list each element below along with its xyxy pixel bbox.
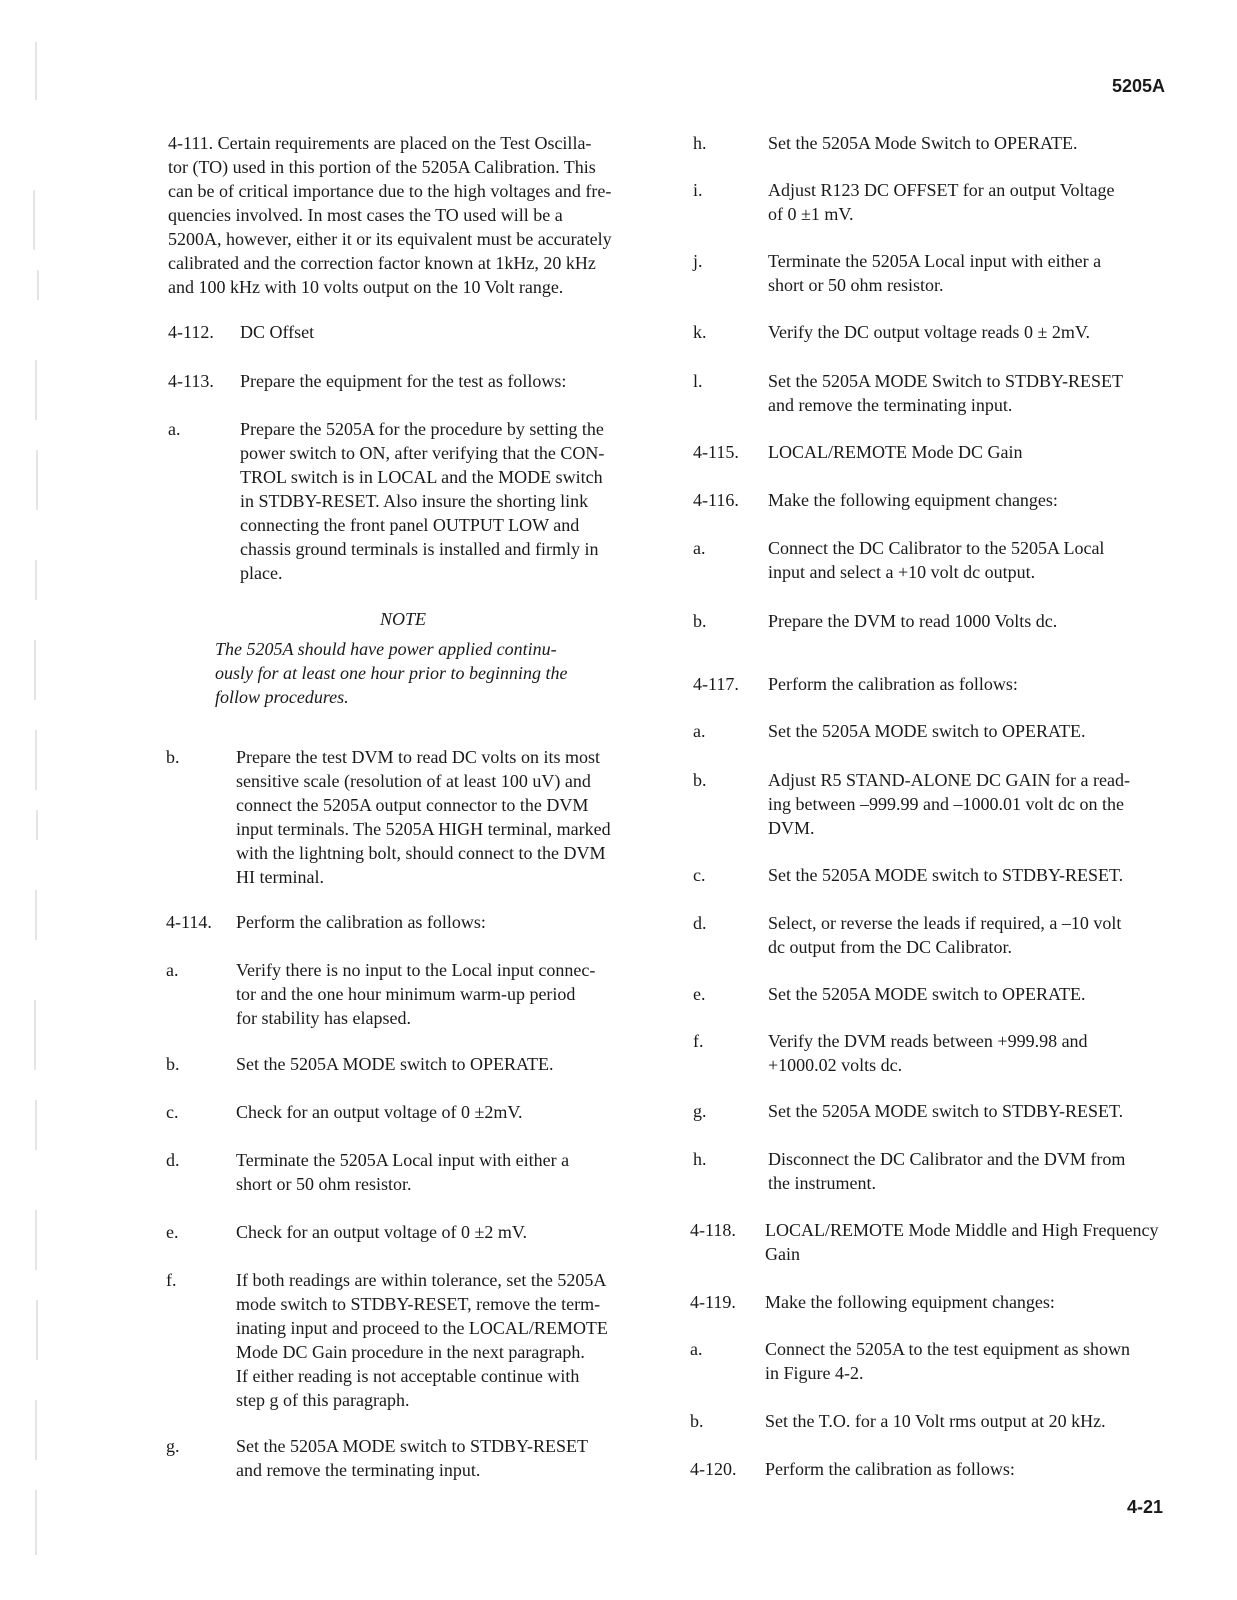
step-4-114-f bbox=[166, 1268, 666, 1412]
step-text: Set the 5205A MODE switch to STDBY-RESET. bbox=[768, 865, 1124, 885]
page-number: 4-21 bbox=[1127, 1497, 1164, 1517]
step-letter: h. bbox=[693, 133, 707, 153]
step-4-114-b bbox=[166, 1052, 656, 1076]
note-text: The 5205A should have power applied continu- ously for at least one hour prior to beginning the follow procedures. bbox=[215, 639, 568, 707]
step-4-114-i bbox=[693, 178, 1193, 226]
step-letter: e. bbox=[166, 1222, 179, 1242]
step-4-114-c bbox=[166, 1100, 656, 1124]
step-text: Select, or reverse the leads if required, a –10 volt dc output from the DC Calibrator. bbox=[768, 913, 1122, 957]
section-heading-dc-gain: LOCAL/REMOTE Mode DC Gain bbox=[768, 442, 1023, 462]
step-4-114-e bbox=[166, 1220, 656, 1244]
step-letter: d. bbox=[693, 913, 707, 933]
paragraph-4-117 bbox=[693, 672, 1193, 696]
document-model-header: 5205A bbox=[1112, 76, 1166, 96]
step-letter: b. bbox=[693, 611, 707, 631]
step-4-117-e bbox=[693, 982, 1193, 1006]
paragraph-text: Prepare the equipment for the test as follows: bbox=[240, 371, 567, 391]
step-4-117-d bbox=[693, 911, 1193, 959]
step-4-114-d bbox=[166, 1148, 656, 1196]
step-letter: c. bbox=[166, 1102, 179, 1122]
paragraph-text: Make the following equipment changes: bbox=[765, 1292, 1055, 1312]
step-text: Prepare the 5205A for the procedure by setting the power switch to ON, after verifying that the CON- TROL switch is in LOCAL and the MODE switch in STDBY-RESET. Also insure the shorting link connecting the front panel OUTPUT LOW and chassis ground terminals is installed and firmly in place. bbox=[240, 419, 605, 583]
step-letter: a. bbox=[693, 721, 706, 741]
step-text: Verify the DC output voltage reads 0 ± 2mV. bbox=[768, 322, 1090, 342]
step-4-117-f bbox=[693, 1029, 1193, 1077]
step-4-114-j bbox=[693, 249, 1193, 297]
paragraph-text: Perform the calibration as follows: bbox=[768, 674, 1018, 694]
step-text: Terminate the 5205A Local input with either a short or 50 ohm resistor. bbox=[236, 1150, 570, 1194]
step-letter: a. bbox=[168, 419, 181, 439]
step-text: If both readings are within tolerance, set the 5205A mode switch to STDBY-RESET, remove the term- inating input and proceed to the LOCAL/REMOTE Mode DC Gain procedure in the next paragraph. If either reading is not acceptable continue with step g of this paragraph. bbox=[236, 1270, 608, 1410]
step-text: Connect the DC Calibrator to the 5205A Local input and select a +10 volt dc output. bbox=[768, 538, 1105, 582]
paragraph-4-111: 4-111. Certain requirements are placed on the Test Oscilla- tor (TO) used in this portion of the 5205A Calibration. This can be of critical importance due to the high voltages and fre- quencies involved. In most cases the TO used will be a 5200A, however, either it or its equivalent must be accurately calibrated and the correction factor known at 1kHz, 20 kHz and 100 kHz with 10 volts output on the 10 Volt range. bbox=[168, 133, 612, 297]
step-text: Verify there is no input to the Local input connec- tor and the one hour minimum warm-up period for stability has elapsed. bbox=[236, 960, 596, 1028]
step-4-113-b bbox=[166, 745, 666, 889]
step-letter: k. bbox=[693, 322, 707, 342]
step-4-114-a bbox=[166, 958, 656, 1030]
step-text: Check for an output voltage of 0 ±2 mV. bbox=[236, 1222, 527, 1242]
paragraph-number: 4-119. bbox=[690, 1292, 736, 1312]
step-letter: d. bbox=[166, 1150, 180, 1170]
paragraph-number: 4-112. bbox=[168, 322, 214, 342]
step-letter: b. bbox=[166, 747, 180, 767]
step-4-117-b bbox=[693, 768, 1213, 840]
step-4-119-b bbox=[690, 1409, 1210, 1433]
step-text: Set the 5205A MODE Switch to STDBY-RESET and remove the terminating input. bbox=[768, 371, 1124, 415]
paragraph-number: 4-113. bbox=[168, 371, 214, 391]
step-4-117-a bbox=[693, 719, 1193, 743]
paragraph-4-120 bbox=[690, 1457, 1200, 1481]
step-text: Check for an output voltage of 0 ±2mV. bbox=[236, 1102, 523, 1122]
step-letter: j. bbox=[693, 251, 703, 271]
paragraph-number: 4-120. bbox=[690, 1459, 737, 1479]
step-4-114-g bbox=[166, 1434, 656, 1482]
step-text: Set the 5205A MODE switch to OPERATE. bbox=[768, 984, 1086, 1004]
binding-edge-marks bbox=[28, 40, 44, 1560]
step-letter: f. bbox=[693, 1031, 704, 1051]
step-text: Set the 5205A Mode Switch to OPERATE. bbox=[768, 133, 1078, 153]
paragraph-text: Perform the calibration as follows: bbox=[236, 912, 486, 932]
step-4-117-g bbox=[693, 1099, 1193, 1123]
paragraph-number: 4-114. bbox=[166, 912, 212, 932]
step-text: Connect the 5205A to the test equipment as shown in Figure 4-2. bbox=[765, 1339, 1130, 1383]
paragraph-number: 4-115. bbox=[693, 442, 739, 462]
paragraph-number: 4-117. bbox=[693, 674, 739, 694]
paragraph-number: 4-118. bbox=[690, 1220, 736, 1240]
paragraph-4-118 bbox=[690, 1218, 1210, 1266]
step-letter: a. bbox=[166, 960, 179, 980]
step-text: Adjust R5 STAND-ALONE DC GAIN for a read- ing between –999.99 and –1000.01 volt dc on the DVM. bbox=[768, 770, 1130, 838]
step-4-114-h bbox=[693, 131, 1193, 155]
step-text: Prepare the test DVM to read DC volts on its most sensitive scale (resolution of at least 100 uV) and connect the 5205A output connector to the DVM input terminals. The 5205A HIGH terminal, marked with the lightning bolt, should connect to the DVM HI terminal. bbox=[236, 747, 611, 887]
step-4-117-c bbox=[693, 863, 1193, 887]
section-heading-frequency-gain: LOCAL/REMOTE Mode Middle and High Frequency Gain bbox=[765, 1220, 1159, 1264]
paragraph-4-114 bbox=[166, 910, 656, 934]
step-letter: h. bbox=[693, 1149, 707, 1169]
step-letter: b. bbox=[166, 1054, 180, 1074]
step-text: Set the T.O. for a 10 Volt rms output at 20 kHz. bbox=[765, 1411, 1106, 1431]
paragraph-number: 4-116. bbox=[693, 490, 739, 510]
paragraph-4-116 bbox=[693, 488, 1193, 512]
section-heading-dc-offset: DC Offset bbox=[240, 322, 315, 342]
paragraph-4-115 bbox=[693, 440, 1193, 464]
step-text: Set the 5205A MODE switch to STDBY-RESET. bbox=[768, 1101, 1124, 1121]
step-4-114-l bbox=[693, 369, 1193, 417]
paragraph-4-113 bbox=[168, 369, 648, 393]
step-text: Prepare the DVM to read 1000 Volts dc. bbox=[768, 611, 1058, 631]
step-4-116-b bbox=[693, 609, 1193, 633]
step-letter: a. bbox=[693, 538, 706, 558]
step-text: Disconnect the DC Calibrator and the DVM from the instrument. bbox=[768, 1149, 1126, 1193]
step-text: Set the 5205A MODE switch to STDBY-RESET and remove the terminating input. bbox=[236, 1436, 589, 1480]
step-letter: c. bbox=[693, 865, 706, 885]
paragraph-text: Make the following equipment changes: bbox=[768, 490, 1058, 510]
step-letter: e. bbox=[693, 984, 706, 1004]
paragraph-text: Perform the calibration as follows: bbox=[765, 1459, 1015, 1479]
step-text: Adjust R123 DC OFFSET for an output Voltage of 0 ±1 mV. bbox=[768, 180, 1115, 224]
step-letter: g. bbox=[166, 1436, 180, 1456]
step-text: Set the 5205A MODE switch to OPERATE. bbox=[768, 721, 1086, 741]
step-letter: g. bbox=[693, 1101, 707, 1121]
paragraph-4-112 bbox=[168, 320, 648, 344]
step-letter: i. bbox=[693, 180, 703, 200]
step-letter: b. bbox=[693, 770, 707, 790]
paragraph-4-119 bbox=[690, 1290, 1200, 1314]
step-text: Terminate the 5205A Local input with either a short or 50 ohm resistor. bbox=[768, 251, 1102, 295]
step-4-119-a bbox=[690, 1337, 1210, 1385]
step-4-113-a bbox=[168, 417, 658, 585]
step-text: Verify the DVM reads between +999.98 and +1000.02 volts dc. bbox=[768, 1031, 1088, 1075]
step-text: Set the 5205A MODE switch to OPERATE. bbox=[236, 1054, 554, 1074]
step-4-114-k bbox=[693, 320, 1193, 344]
step-4-116-a bbox=[693, 536, 1193, 584]
step-letter: b. bbox=[690, 1411, 704, 1431]
step-4-117-h bbox=[693, 1147, 1193, 1195]
note-title: NOTE bbox=[379, 609, 426, 629]
step-letter: l. bbox=[693, 371, 703, 391]
step-letter: f. bbox=[166, 1270, 177, 1290]
step-letter: a. bbox=[690, 1339, 703, 1359]
